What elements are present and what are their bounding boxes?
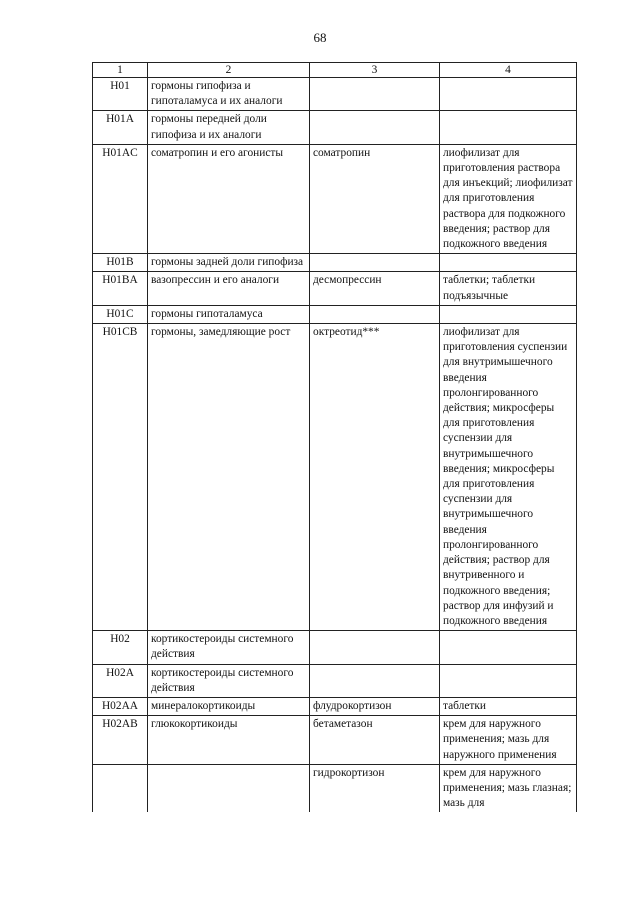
table-row	[93, 664, 577, 697]
dosage-form: лиофилизат для приготовления раствора для инъекций; лиофилизат для приготовления раствора для подкожного введения; раствор для подкожного введения	[440, 144, 577, 253]
atc-code: H01CB	[93, 324, 148, 631]
table-row	[93, 324, 577, 631]
drug-name: гидрокортизон	[310, 764, 440, 812]
dosage-form	[440, 631, 577, 664]
atc-code: H01	[93, 78, 148, 111]
drug-name	[310, 664, 440, 697]
drug-name: бетаметазон	[310, 716, 440, 765]
table-row	[93, 697, 577, 715]
atc-group: минералокортикоиды	[148, 697, 310, 715]
drug-name	[310, 305, 440, 323]
medication-table	[92, 62, 577, 812]
drug-name	[310, 111, 440, 144]
atc-group: гормоны задней доли гипофиза	[148, 254, 310, 272]
atc-code: H01B	[93, 254, 148, 272]
dosage-form	[440, 78, 577, 111]
dosage-form: крем для наружного применения; мазь глазная; мазь для	[440, 764, 577, 812]
table-row	[93, 764, 577, 812]
atc-code: H01C	[93, 305, 148, 323]
dosage-form: крем для наружного применения; мазь для наружного применения	[440, 716, 577, 765]
atc-group	[148, 764, 310, 812]
atc-group: кортикостероиды системного действия	[148, 664, 310, 697]
table-row	[93, 111, 577, 144]
atc-code: H02	[93, 631, 148, 664]
atc-group: гормоны, замедляющие рост	[148, 324, 310, 631]
page-number: 68	[313, 30, 327, 45]
column-number: 3	[310, 63, 440, 78]
atc-code: H01A	[93, 111, 148, 144]
drug-name	[310, 254, 440, 272]
drug-name: октреотид***	[310, 324, 440, 631]
atc-code: H01AC	[93, 144, 148, 253]
atc-code: H01BA	[93, 272, 148, 305]
table-row	[93, 631, 577, 664]
drug-name	[310, 78, 440, 111]
dosage-form	[440, 111, 577, 144]
table-row	[93, 305, 577, 323]
table-row	[93, 254, 577, 272]
atc-code: H02AA	[93, 697, 148, 715]
table-row	[93, 272, 577, 305]
dosage-form: лиофилизат для приготовления суспензии для внутримышечного введения пролонгированного действия; микросферы для приготовления суспензии для внутримышечного введения; микросферы для приготовления суспензии для внутримышечного введения пролонгированного действия; раствор для внутривенного и подкожного введения; раствор для инфузий и подкожного введения	[440, 324, 577, 631]
dosage-form: таблетки	[440, 697, 577, 715]
drug-name: соматропин	[310, 144, 440, 253]
atc-group: гормоны передней доли гипофиза и их аналоги	[148, 111, 310, 144]
dosage-form	[440, 664, 577, 697]
atc-group: гормоны гипофиза и гипоталамуса и их аналоги	[148, 78, 310, 111]
column-number: 2	[148, 63, 310, 78]
drug-name	[310, 631, 440, 664]
atc-group: вазопрессин и его аналоги	[148, 272, 310, 305]
atc-group: кортикостероиды системного действия	[148, 631, 310, 664]
table-row	[93, 78, 577, 111]
drug-name: флудрокортизон	[310, 697, 440, 715]
atc-group: глюкокортикоиды	[148, 716, 310, 765]
dosage-form	[440, 254, 577, 272]
dosage-form	[440, 305, 577, 323]
dosage-form: таблетки; таблетки подъязычные	[440, 272, 577, 305]
drug-name: десмопрессин	[310, 272, 440, 305]
atc-code: H02AB	[93, 716, 148, 765]
atc-code	[93, 764, 148, 812]
atc-group: гормоны гипоталамуса	[148, 305, 310, 323]
atc-group: соматропин и его агонисты	[148, 144, 310, 253]
atc-code: H02A	[93, 664, 148, 697]
table-row	[93, 716, 577, 765]
column-number: 1	[93, 63, 148, 78]
table-row	[93, 144, 577, 253]
table-header-row	[93, 63, 577, 78]
column-number: 4	[440, 63, 577, 78]
